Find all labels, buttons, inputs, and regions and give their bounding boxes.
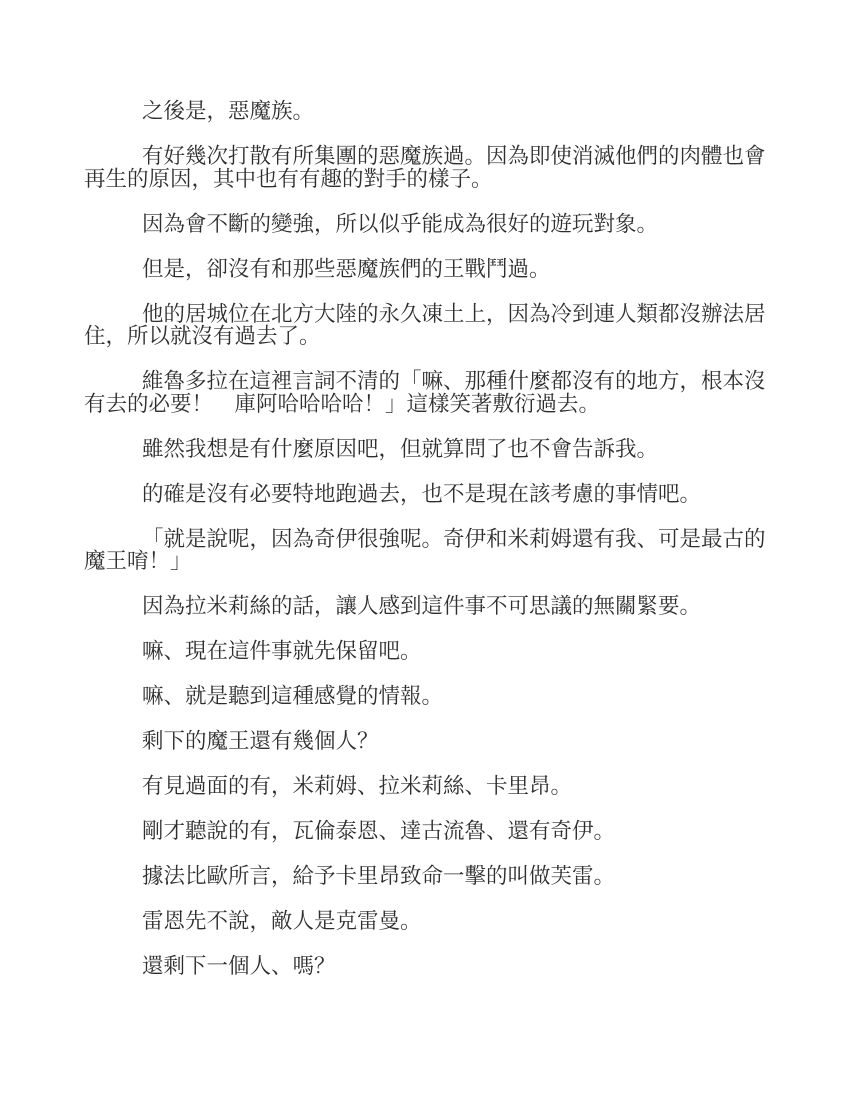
- paragraph: 有好幾次打散有所集團的惡魔族過。因為即使消滅他們的肉體也會再生的原因，其中也有有趣的對手的樣子。: [84, 144, 766, 191]
- paragraph: 剛才聽說的有，瓦倫泰恩、達古流魯、還有奇伊。: [142, 819, 616, 843]
- text-content: [84, 0, 774, 1000]
- paragraph: 據法比歐所言，給予卡里昂致命一擊的叫做芙雷。: [142, 864, 616, 888]
- paragraph: 雖然我想是有什麼原因吧，但就算問了也不會告訴我。: [142, 436, 659, 461]
- paragraph: 還剩下一個人、嗎？: [142, 954, 336, 978]
- paragraph: 維魯多拉在這裡言詞不清的「嘛、那種什麼都沒有的地方，根本沒有去的必要！ 庫阿哈哈哈哈！」這樣笑著敷衍過去。: [84, 369, 766, 416]
- paragraph: 嘛、現在這件事就先保留吧。: [142, 639, 422, 663]
- paragraph: 的確是沒有必要特地跑過去，也不是現在該考慮的事情吧。: [142, 481, 702, 506]
- paragraph: 他的居城位在北方大陸的永久凍土上，因為冷到連人類都沒辦法居住，所以就沒有過去了。: [84, 301, 766, 348]
- paragraph: 雷恩先不說，敵人是克雷曼。: [142, 909, 422, 933]
- paragraph: 有見過面的有，米莉姆、拉米莉絲、卡里昂。: [142, 774, 573, 798]
- paragraph: 嘛、就是聽到這種感覺的情報。: [142, 684, 444, 708]
- paragraph: 之後是，惡魔族。: [142, 99, 315, 123]
- paragraph: 「就是說呢，因為奇伊很強呢。奇伊和米莉姆還有我、可是最古的魔王唷！」: [84, 526, 766, 573]
- paragraph: 剩下的魔王還有幾個人？: [142, 729, 379, 753]
- paragraph: 因為會不斷的變強，所以似乎能成為很好的遊玩對象。: [142, 211, 659, 236]
- paragraph: 但是，卻沒有和那些惡魔族們的王戰鬥過。: [142, 256, 551, 281]
- paragraph: 因為拉米莉絲的話，讓人感到這件事不可思議的無關緊要。: [142, 594, 702, 618]
